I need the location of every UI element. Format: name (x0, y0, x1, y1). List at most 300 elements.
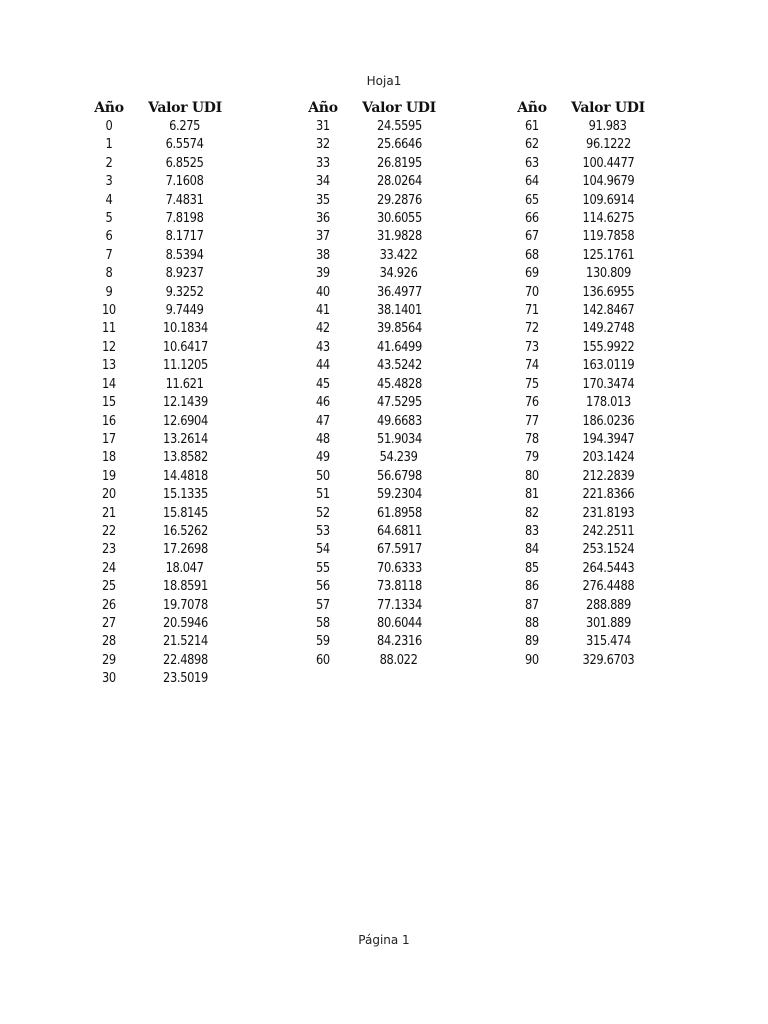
udi-table-3 (506, 98, 658, 670)
value-cell-text: 18.047 (166, 560, 204, 576)
year-cell-text: 87 (525, 597, 539, 613)
value-cell-text: 18.8591 (162, 579, 208, 595)
value-cell-text: 21.5214 (162, 634, 208, 650)
year-cell-text: 50 (316, 468, 330, 484)
year-cell-text: 71 (525, 303, 539, 319)
value-cell-text: 88.022 (380, 652, 418, 668)
year-cell (83, 357, 135, 375)
table-row (506, 155, 658, 173)
year-cell (506, 468, 558, 486)
year-cell (297, 597, 349, 615)
value-cell (135, 247, 235, 265)
year-cell (506, 413, 558, 431)
year-cell (83, 486, 135, 504)
value-cell-text: 10.1834 (162, 321, 208, 337)
table-row (83, 578, 235, 596)
year-cell-text: 72 (525, 321, 539, 337)
value-cell-text: 23.5019 (162, 671, 208, 687)
value-cell-text: 59.2304 (376, 487, 422, 503)
value-cell (135, 302, 235, 320)
year-cell-text: 76 (525, 395, 539, 411)
year-cell (506, 486, 558, 504)
value-cell-text: 7.1608 (166, 174, 204, 190)
year-cell (506, 136, 558, 154)
value-cell-text: 67.5917 (376, 542, 422, 558)
table-row (297, 136, 449, 154)
value-cell-text: 8.9237 (166, 266, 204, 282)
table-row (83, 173, 235, 191)
year-cell-text: 10 (102, 303, 116, 319)
year-cell (506, 210, 558, 228)
year-cell (83, 560, 135, 578)
value-cell-text: 178.013 (585, 395, 631, 411)
value-cell (349, 376, 449, 394)
value-cell-text: 19.7078 (162, 597, 208, 613)
table-row (297, 376, 449, 394)
table-row (297, 633, 449, 651)
year-cell-text: 7 (105, 247, 113, 263)
year-cell (83, 265, 135, 283)
value-cell (135, 192, 235, 210)
table-row (83, 155, 235, 173)
table-row (83, 284, 235, 302)
year-cell-text: 4 (105, 192, 113, 208)
value-cell (558, 247, 658, 265)
value-cell (135, 670, 235, 688)
value-cell (349, 265, 449, 283)
value-cell (349, 173, 449, 191)
year-cell-text: 28 (102, 634, 116, 650)
value-cell-text: 54.239 (380, 450, 418, 466)
table-row (83, 597, 235, 615)
value-cell (558, 449, 658, 467)
value-cell (349, 320, 449, 338)
value-cell (349, 394, 449, 412)
value-cell-text: 288.889 (585, 597, 631, 613)
value-cell (135, 578, 235, 596)
year-cell-text: 14 (102, 376, 116, 392)
value-cell (349, 560, 449, 578)
year-cell-text: 64 (525, 174, 539, 190)
value-cell (349, 210, 449, 228)
table-row (297, 431, 449, 449)
value-cell-text: 33.422 (380, 247, 418, 263)
page-footer: Página 1 (358, 933, 410, 947)
table-row (506, 265, 658, 283)
year-cell-text: 56 (316, 579, 330, 595)
value-cell (135, 136, 235, 154)
table-row (297, 560, 449, 578)
year-cell-text: 58 (316, 615, 330, 631)
value-cell-text: 80.6044 (376, 615, 422, 631)
value-cell-text: 77.1334 (376, 597, 422, 613)
year-cell-text: 9 (105, 284, 113, 300)
table-row (297, 505, 449, 523)
table-row (83, 265, 235, 283)
year-cell-text: 2 (105, 155, 113, 171)
header-year: Año (517, 100, 547, 116)
table-row (297, 523, 449, 541)
year-cell-text: 47 (316, 413, 330, 429)
value-cell (558, 192, 658, 210)
year-cell (297, 541, 349, 559)
table-row (83, 247, 235, 265)
year-cell-text: 86 (525, 579, 539, 595)
value-cell (558, 431, 658, 449)
year-cell-text: 54 (316, 542, 330, 558)
table-row (83, 541, 235, 559)
year-cell-text: 43 (316, 339, 330, 355)
year-cell-text: 75 (525, 376, 539, 392)
year-cell (83, 468, 135, 486)
value-cell-text: 242.2511 (582, 523, 634, 539)
year-cell (83, 578, 135, 596)
table-row (297, 578, 449, 596)
value-cell-text: 70.6333 (376, 560, 422, 576)
year-cell-text: 0 (105, 119, 113, 134)
year-cell-text: 88 (525, 615, 539, 631)
year-cell (506, 284, 558, 302)
year-cell (297, 228, 349, 246)
table-row (297, 449, 449, 467)
header-year: Año (94, 100, 124, 116)
table-row (83, 413, 235, 431)
year-cell-text: 53 (316, 523, 330, 539)
value-cell (558, 413, 658, 431)
table-row (506, 431, 658, 449)
value-cell-text: 26.8195 (376, 155, 422, 171)
year-cell (297, 247, 349, 265)
value-cell-text: 41.6499 (376, 339, 422, 355)
header-value: Valor UDI (148, 100, 222, 116)
value-cell (349, 284, 449, 302)
year-cell (506, 228, 558, 246)
table-row (506, 413, 658, 431)
value-cell (135, 284, 235, 302)
year-cell (506, 597, 558, 615)
sheet-title: Hoja1 (366, 74, 402, 88)
value-cell (349, 302, 449, 320)
year-cell (297, 265, 349, 283)
value-cell-text: 253.1524 (582, 542, 634, 558)
value-cell-text: 28.0264 (376, 174, 422, 190)
table-row (506, 320, 658, 338)
year-cell-text: 48 (316, 431, 330, 447)
value-cell (349, 523, 449, 541)
year-cell (83, 136, 135, 154)
year-cell (297, 192, 349, 210)
year-cell (83, 155, 135, 173)
value-cell (558, 173, 658, 191)
year-cell-text: 63 (525, 155, 539, 171)
year-cell-text: 32 (316, 137, 330, 153)
year-cell-text: 80 (525, 468, 539, 484)
value-cell-text: 203.1424 (582, 450, 634, 466)
value-cell-text: 96.1222 (585, 137, 631, 153)
value-cell-text: 276.4488 (582, 579, 634, 595)
year-cell (83, 228, 135, 246)
table-row (83, 670, 235, 688)
value-cell-text: 45.4828 (376, 376, 422, 392)
year-cell (506, 192, 558, 210)
value-cell (135, 431, 235, 449)
year-cell-text: 16 (102, 413, 116, 429)
table-body (297, 118, 449, 670)
year-cell (83, 413, 135, 431)
value-cell (558, 468, 658, 486)
table-row (83, 118, 235, 136)
value-cell (135, 228, 235, 246)
value-cell-text: 16.5262 (162, 523, 208, 539)
year-cell-text: 37 (316, 229, 330, 245)
table-row (506, 210, 658, 228)
value-cell-text: 119.7858 (582, 229, 634, 245)
table-row (297, 173, 449, 191)
value-cell-text: 12.1439 (162, 395, 208, 411)
table-row (297, 210, 449, 228)
year-cell (506, 505, 558, 523)
year-cell (297, 210, 349, 228)
table-row (506, 302, 658, 320)
table-row (83, 652, 235, 670)
value-cell-text: 104.9679 (582, 174, 634, 190)
value-cell-text: 6.5574 (166, 137, 204, 153)
value-cell-text: 142.8467 (582, 303, 634, 319)
value-cell (349, 615, 449, 633)
year-cell (506, 339, 558, 357)
value-cell (558, 320, 658, 338)
value-cell (349, 155, 449, 173)
year-cell-text: 1 (105, 137, 113, 153)
year-cell-text: 35 (316, 192, 330, 208)
table-row (83, 615, 235, 633)
value-cell-text: 43.5242 (376, 358, 422, 374)
year-cell (297, 633, 349, 651)
year-cell (506, 247, 558, 265)
table-row (506, 357, 658, 375)
value-cell (349, 652, 449, 670)
table-row (297, 468, 449, 486)
value-cell-text: 24.5595 (376, 119, 422, 134)
year-cell-text: 44 (316, 358, 330, 374)
value-cell-text: 20.5946 (162, 615, 208, 631)
table-row (83, 468, 235, 486)
year-cell-text: 68 (525, 247, 539, 263)
value-cell (349, 468, 449, 486)
header-row (297, 98, 449, 118)
value-cell (558, 394, 658, 412)
value-cell-text: 130.809 (585, 266, 631, 282)
value-cell-text: 301.889 (585, 615, 631, 631)
year-cell-text: 22 (102, 523, 116, 539)
value-cell-text: 29.2876 (376, 192, 422, 208)
value-cell-text: 149.2748 (582, 321, 634, 337)
year-cell-text: 41 (316, 303, 330, 319)
value-cell (558, 541, 658, 559)
value-cell (135, 486, 235, 504)
table-body (506, 118, 658, 670)
value-cell (135, 376, 235, 394)
table-row (506, 541, 658, 559)
value-cell-text: 13.8582 (162, 450, 208, 466)
value-cell (558, 560, 658, 578)
year-cell-text: 74 (525, 358, 539, 374)
table-row (297, 192, 449, 210)
year-cell (83, 284, 135, 302)
table-row (506, 136, 658, 154)
header-year: Año (308, 100, 338, 116)
value-cell (558, 136, 658, 154)
year-cell (83, 320, 135, 338)
year-cell (297, 376, 349, 394)
year-cell-text: 6 (105, 229, 113, 245)
value-cell (349, 449, 449, 467)
value-cell (135, 523, 235, 541)
table-row (297, 357, 449, 375)
table-body (83, 118, 235, 689)
value-cell-text: 329.6703 (582, 652, 634, 668)
value-cell (558, 357, 658, 375)
table-row (506, 597, 658, 615)
header-value: Valor UDI (362, 100, 436, 116)
year-cell-text: 45 (316, 376, 330, 392)
value-cell (135, 210, 235, 228)
year-cell (297, 136, 349, 154)
value-cell (135, 394, 235, 412)
value-cell-text: 6.8525 (166, 155, 204, 171)
year-cell (297, 320, 349, 338)
table-row (83, 394, 235, 412)
value-cell (349, 136, 449, 154)
table-row (297, 320, 449, 338)
value-cell-text: 9.7449 (166, 303, 204, 319)
year-cell (506, 155, 558, 173)
year-cell (83, 210, 135, 228)
year-cell-text: 62 (525, 137, 539, 153)
value-cell-text: 15.1335 (162, 487, 208, 503)
value-cell (349, 578, 449, 596)
value-cell-text: 221.8366 (582, 487, 634, 503)
year-cell (506, 357, 558, 375)
year-cell (83, 394, 135, 412)
year-cell-text: 70 (525, 284, 539, 300)
year-cell (297, 413, 349, 431)
year-cell-text: 67 (525, 229, 539, 245)
year-cell (83, 523, 135, 541)
value-cell-text: 56.6798 (376, 468, 422, 484)
value-cell-text: 73.8118 (376, 579, 422, 595)
year-cell (83, 449, 135, 467)
value-cell (349, 228, 449, 246)
value-cell-text: 61.8958 (376, 505, 422, 521)
year-cell-text: 29 (102, 652, 116, 668)
year-cell-text: 26 (102, 597, 116, 613)
table-row (297, 541, 449, 559)
table-row (506, 505, 658, 523)
value-cell-text: 31.9828 (376, 229, 422, 245)
value-cell-text: 163.0119 (582, 358, 634, 374)
value-cell-text: 315.474 (585, 634, 631, 650)
table-row (297, 247, 449, 265)
value-cell (558, 633, 658, 651)
value-cell-text: 264.5443 (582, 560, 634, 576)
year-cell (83, 505, 135, 523)
year-cell-text: 5 (105, 211, 113, 227)
value-cell (135, 468, 235, 486)
table-row (83, 505, 235, 523)
table-row (83, 560, 235, 578)
value-cell-text: 30.6055 (376, 211, 422, 227)
year-cell-text: 36 (316, 211, 330, 227)
table-row (83, 192, 235, 210)
year-cell (297, 523, 349, 541)
year-cell (506, 173, 558, 191)
value-cell-text: 9.3252 (166, 284, 204, 300)
value-cell-text: 114.6275 (582, 211, 634, 227)
table-row (506, 118, 658, 136)
year-cell (83, 376, 135, 394)
value-cell (558, 155, 658, 173)
year-cell (83, 597, 135, 615)
year-cell (506, 578, 558, 596)
value-cell-text: 22.4898 (162, 652, 208, 668)
year-cell-text: 40 (316, 284, 330, 300)
value-cell (558, 505, 658, 523)
year-cell (83, 118, 135, 136)
value-cell (349, 597, 449, 615)
year-cell-text: 79 (525, 450, 539, 466)
value-cell-text: 10.6417 (162, 339, 208, 355)
value-cell-text: 186.0236 (582, 413, 634, 429)
year-cell (297, 431, 349, 449)
year-cell-text: 65 (525, 192, 539, 208)
table-row (506, 449, 658, 467)
value-cell-text: 39.8564 (376, 321, 422, 337)
value-cell (558, 523, 658, 541)
table-row (297, 597, 449, 615)
table-row (506, 173, 658, 191)
value-cell-text: 7.8198 (166, 211, 204, 227)
value-cell-text: 12.6904 (162, 413, 208, 429)
value-cell-text: 15.8145 (162, 505, 208, 521)
year-cell-text: 13 (102, 358, 116, 374)
value-cell-text: 84.2316 (376, 634, 422, 650)
year-cell-text: 82 (525, 505, 539, 521)
year-cell-text: 33 (316, 155, 330, 171)
value-cell (558, 302, 658, 320)
value-cell-text: 34.926 (380, 266, 418, 282)
value-cell (135, 633, 235, 651)
year-cell-text: 23 (102, 542, 116, 558)
value-cell (135, 541, 235, 559)
table-row (297, 486, 449, 504)
table-row (297, 339, 449, 357)
table-row (506, 486, 658, 504)
year-cell-text: 25 (102, 579, 116, 595)
table-row (297, 118, 449, 136)
year-cell (83, 652, 135, 670)
value-cell (558, 118, 658, 136)
table-row (83, 449, 235, 467)
udi-tables (0, 98, 768, 698)
value-cell (349, 505, 449, 523)
header-value: Valor UDI (571, 100, 645, 116)
year-cell-text: 27 (102, 615, 116, 631)
table-row (506, 523, 658, 541)
table-row (83, 357, 235, 375)
value-cell-text: 49.6683 (376, 413, 422, 429)
year-cell-text: 57 (316, 597, 330, 613)
